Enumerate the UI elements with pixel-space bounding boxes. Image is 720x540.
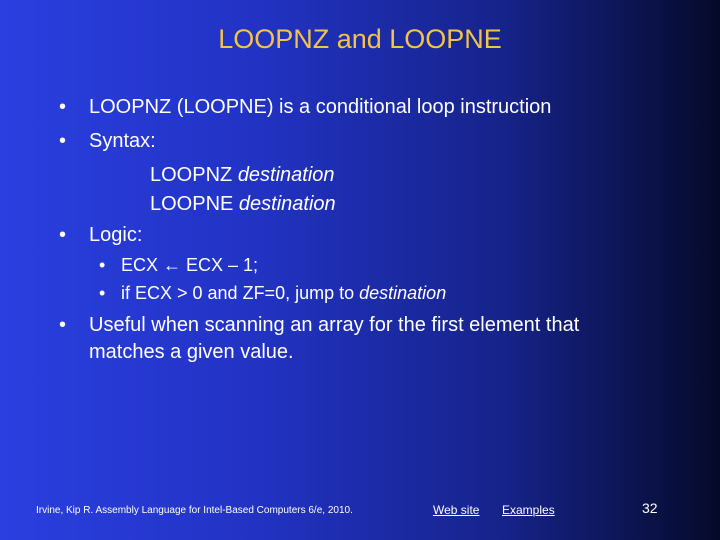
bullet-dot: • <box>59 96 67 118</box>
slide-title: LOOPNZ and LOOPNE <box>218 24 502 54</box>
bullet-item <box>59 223 143 247</box>
syntax-line <box>150 163 335 187</box>
page-number: 32 <box>642 500 658 516</box>
examples-link[interactable]: Examples <box>502 503 555 517</box>
bullet-dot: • <box>99 255 106 275</box>
logic-text: ECX ← ECX – 1; <box>121 255 259 275</box>
bullet-text: Useful when scanning an array for the first element that matches a given value. <box>89 314 580 363</box>
logic-item <box>99 282 447 304</box>
bullet-text: Syntax: <box>89 130 156 152</box>
bullet-item <box>59 312 649 366</box>
bullet-item <box>59 95 552 119</box>
web-site-link[interactable]: Web site <box>433 503 480 517</box>
syntax-keyword: LOOPNE <box>150 193 234 215</box>
syntax-operand: destination <box>238 193 336 215</box>
logic-item <box>99 254 259 276</box>
logic-operand: destination <box>359 283 447 303</box>
bullet-dot: • <box>59 224 67 246</box>
syntax-operand: destination <box>237 164 335 186</box>
syntax-keyword: LOOPNZ <box>150 164 233 186</box>
bullet-text: LOOPNZ (LOOPNE) is a conditional loop instruction <box>89 96 552 118</box>
logic-text: if ECX > 0 and ZF=0, jump to <box>121 283 355 303</box>
bullet-item <box>59 129 156 153</box>
syntax-line <box>150 192 336 216</box>
citation: Irvine, Kip R. Assembly Language for Intel-Based Computers 6/e, 2010. <box>36 505 353 516</box>
bullet-dot: • <box>59 314 67 336</box>
bullet-dot: • <box>59 130 67 152</box>
bullet-text: Logic: <box>89 224 143 246</box>
bullet-dot: • <box>99 283 106 303</box>
